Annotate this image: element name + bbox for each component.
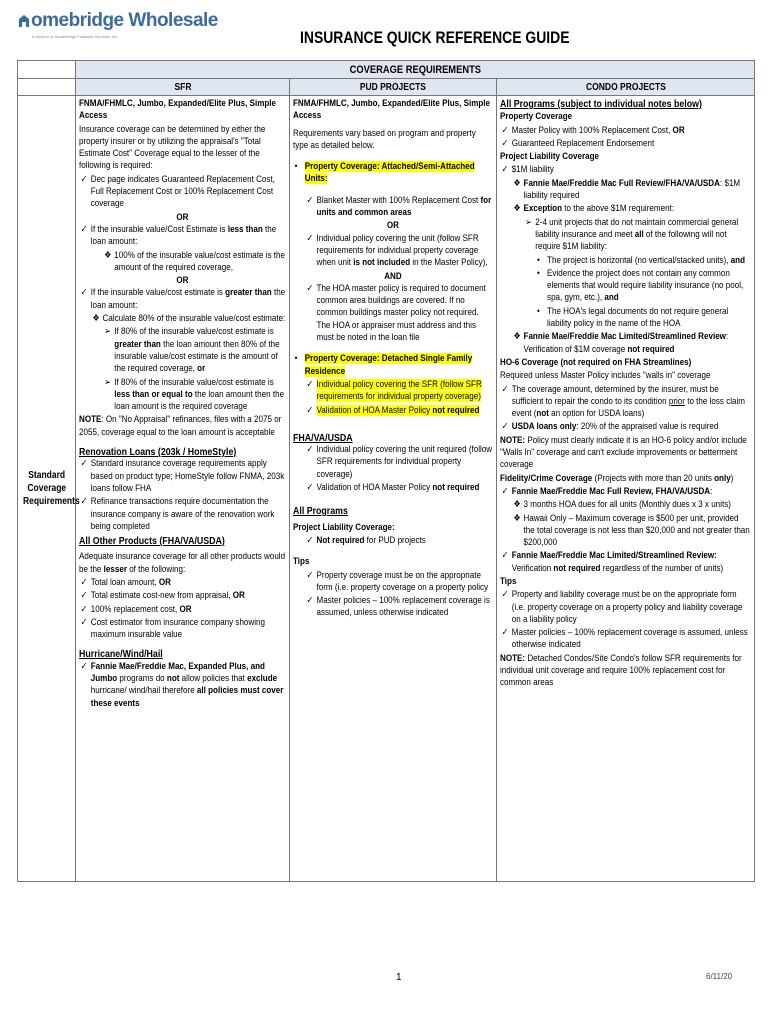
- list-item: ✓ Fannie Mae/Freddie Mac, Expanded Plus, and Jumbo programs do not allow policies that exclude hurricane/ wind/hail therefore all policies must cover these events: [80, 660, 284, 709]
- list-item: ✓ Cost estimator from insurance company showing maximum insurable value: [80, 616, 265, 641]
- column-header-pud: PUD PROJECTS: [290, 79, 497, 96]
- page-number: 1: [396, 972, 402, 983]
- pud-heading-all-programs: All Programs: [293, 505, 348, 518]
- pud-subheading-attached: • Property Coverage: Attached/Semi-Attached Units:: [294, 161, 475, 185]
- condo-heading-all-programs: All Programs (subject to individual notes below): [500, 98, 702, 110]
- condo-column: [497, 96, 755, 882]
- section-title: COVERAGE REQUIREMENTS: [76, 61, 755, 79]
- coverage-table: [17, 60, 755, 882]
- list-item: ✓ Master Policy with 100% Replacement Cost, OR: [501, 124, 685, 136]
- sfr-heading-renovation: Renovation Loans (203k / HomeStyle): [79, 446, 237, 459]
- sfr-column: [76, 96, 290, 882]
- sfr-note: NOTE: On "No Appraisal" refinances, files with a 2075 or 2055, coverage equal to the loan amount is acceptable: [79, 414, 282, 438]
- list-item: ➢ If 80% of the insurable value/cost estimate is greater than the loan amount then 80% of the insurable value/cost estimate is the amount of the required coverage, or: [104, 326, 280, 375]
- list-item: ✓ Refinance transactions require documentation the insurance company is aware of the renovation work being completed: [80, 496, 275, 532]
- list-item: ✓ The coverage amount, determined by the insurer, must be sufficient to repair the condo to its condition prior to the loss claim event (not an option for USDA loans): [501, 383, 746, 420]
- pud-heading-fha: FHA/VA/USDA: [293, 431, 353, 444]
- revision-date: 6/11/20: [706, 972, 733, 981]
- pud-heading-programs: FNMA/FHMLC, Jumbo, Expanded/Elite Plus, Simple Access: [293, 98, 491, 122]
- list-item: ✓ Individual policy covering the unit required (follow SFR requirements for individual property coverage): [306, 444, 493, 480]
- list-item: ✓ Not required for PUD projects: [306, 534, 426, 546]
- sfr-heading-other-products: All Other Products (FHA/VA/USDA): [79, 535, 225, 548]
- list-item: ✓ Validation of HOA Master Policy not required: [306, 482, 480, 494]
- row-label: Standard Coverage Requirements: [18, 96, 76, 882]
- condo-final-note: NOTE: Detached Condos/Site Condo's follow SFR requirements for individual unit coverage and require 100% replacement cost for common areas: [500, 652, 742, 689]
- list-item: ➢ If 80% of the insurable value/cost estimate is less than or equal to the loan amount then the loan amount is the required coverage: [104, 376, 285, 413]
- list-item: ❖ Calculate 80% of the insurable value/cost estimate:: [92, 313, 286, 325]
- list-item: ➢ 2-4 unit projects that do not maintain commercial general liability insurance and meet all of the following will not require $1M liability:: [525, 216, 739, 253]
- pud-subheading-detached: • Property Coverage: Detached Single Family Residence: [294, 353, 473, 377]
- list-item: ✓ If the insurable value/Cost Estimate is less than the loan amount:: [80, 223, 277, 248]
- list-item: ❖ Exception to the above $1M requirement:: [513, 203, 675, 215]
- list-item: ✓ Fannie Mae/Freddie Mac Full Review, FHA/VA/USDA:: [501, 485, 713, 497]
- list-item: ✓ Total loan amount, OR: [80, 576, 171, 588]
- condo-fidelity-heading: Fidelity/Crime Coverage (Projects with more than 20 units only): [500, 472, 734, 484]
- list-item: ✓ If the insurable value/cost estimate is greater than the loan amount:: [80, 287, 286, 311]
- list-item: ✓ Validation of HOA Master Policy not required: [306, 404, 480, 416]
- list-item: ❖ 100% of the insurable value/cost estimate is the amount of the required coverage,: [104, 249, 285, 273]
- list-item: ✓ Individual policy covering the unit (follow SFR requirements for individual property coverage when unit is not included in the Master Policy),: [306, 232, 488, 269]
- list-item: ✓ Master policies – 100% replacement coverage is assumed, unless otherwise indicated: [501, 627, 748, 651]
- list-item: • The HOA's legal documents do not require general liability policy in the name of the HOA: [536, 305, 729, 330]
- logo-subtext: A division of Homebridge Financial Services, Inc.: [32, 34, 119, 39]
- or-separator: OR: [386, 220, 399, 232]
- list-item: ✓ Guaranteed Replacement Endorsement: [501, 137, 655, 149]
- list-item: ❖ Fannie Mae/Freddie Mac Full Review/FHA/VA/USDA: $1M liability required: [513, 177, 741, 202]
- house-logo-icon: [18, 14, 30, 28]
- list-item: ✓ Property coverage must be on the appropriate form (i.e. property coverage on a property policy: [306, 569, 489, 593]
- list-item: • The project is horizontal (no vertical/stacked units), and: [536, 254, 746, 266]
- list-item: ✓ Total estimate cost-new from appraisal, OR: [80, 590, 245, 602]
- list-item: ✓ Dec page indicates Guaranteed Replacement Cost, Full Replacement Cost or 100% Replacement Cost coverage: [80, 173, 275, 210]
- list-item: ✓ Master policies – 100% replacement coverage is assumed, unless otherwise indicated: [306, 595, 490, 619]
- condo-ho6-intro: Required unless Master Policy includes "walls in" coverage: [500, 370, 711, 382]
- condo-property-heading: Property Coverage: [500, 111, 573, 123]
- logo-wordmark: [18, 10, 218, 32]
- sfr-intro: Insurance coverage can be determined by either the property insurer or by utilizing the appraisal's "Total Estimate Cost" Coverage equal to the lesser of the following is required:: [79, 123, 266, 172]
- sfr-other-intro: Adequate insurance coverage for all other products would be the lesser of the following:: [79, 551, 286, 575]
- list-item: ❖ Hawaii Only – Maximum coverage is $500 per unit, provided the total coverage is not less than $20,000 and not greater than $200,000: [513, 512, 750, 549]
- sfr-heading-hurricane: Hurricane/Wind/Hail: [79, 648, 163, 661]
- column-header-sfr: SFR: [76, 79, 290, 96]
- company-logo: [18, 10, 218, 50]
- column-header-condo: CONDO PROJECTS: [497, 79, 755, 96]
- list-item: ✓ The HOA master policy is required to document common area buildings are covered. If no common buildings master policy not required. The HOA or appraiser must address and this must be noted in the loan file: [306, 282, 486, 344]
- list-item: ❖ Fannie Mae/Freddie Mac Limited/Streamlined Review: Verification of $1M coverage not required: [513, 331, 729, 355]
- corner-cell: [18, 61, 76, 79]
- list-item: ✓ USDA loans only: 20% of the appraised value is required: [501, 421, 719, 433]
- and-separator: AND: [384, 270, 402, 282]
- list-item: • Evidence the project does not contain any common elements that would require liability insurance (no pool, spa, gym, etc.), and: [536, 267, 744, 304]
- pud-tips-heading: Tips: [293, 556, 310, 568]
- pud-column: [290, 96, 497, 882]
- pud-liability-heading: Project Liability Coverage:: [293, 521, 395, 533]
- condo-ho6-heading: HO-6 Coverage (not required on FHA Streamlines): [500, 356, 692, 368]
- list-item: ✓ $1M liability: [501, 164, 554, 176]
- list-item: ✓ Blanket Master with 100% Replacement Cost for units and common areas: [306, 194, 492, 219]
- condo-liability-heading: Project Liability Coverage: [500, 151, 599, 163]
- list-item: ✓ Individual policy covering the SFR (follow SFR requirements for individual property coverage): [306, 378, 482, 403]
- or-separator: OR: [176, 211, 189, 223]
- corner-cell-2: [18, 79, 76, 96]
- condo-tips-heading: Tips: [500, 575, 517, 587]
- condo-ho6-note: NOTE: Policy must clearly indicate it is an HO-6 policy and/or include "Walls In" coverage and can't exclude improvements or betterment coverage: [500, 434, 747, 471]
- sfr-heading-programs: FNMA/FHMLC, Jumbo, Expanded/Elite Plus, Simple Access: [79, 98, 277, 122]
- list-item: ✓ Standard insurance coverage requirements apply based on product type; HomeStyle follow FNMA, 203k loans follow FHA: [80, 458, 285, 494]
- list-item: ✓ Property and liability coverage must be on the appropriate form (i.e. property coverage on a property policy and liability coverage on a liability policy: [501, 589, 743, 625]
- list-item: ✓ Fannie Mae/Freddie Mac Limited/Streamlined Review: Verification not required regardless of the number of units): [501, 550, 724, 574]
- list-item: ✓ 100% replacement cost, OR: [80, 603, 192, 615]
- logo-text: omebridge Wholesale: [31, 10, 218, 31]
- page-title: INSURANCE QUICK REFERENCE GUIDE: [300, 28, 570, 47]
- pud-intro: Requirements vary based on program and property type as detailed below.: [293, 127, 476, 151]
- list-item: ❖ 3 months HOA dues for all units (Monthly dues x 3 x units): [513, 499, 731, 511]
- or-separator: OR: [176, 275, 189, 287]
